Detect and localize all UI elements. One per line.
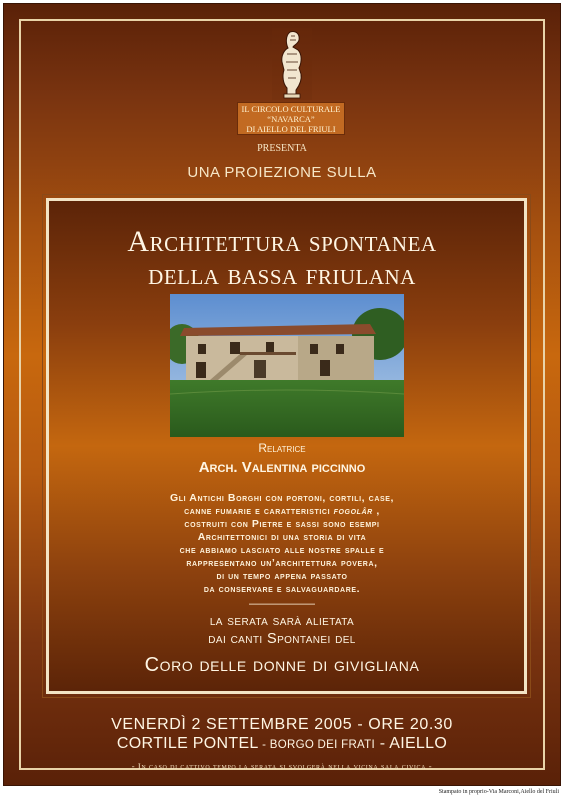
body-line-1: Gli Antichi Borghi con portoni, cortili, case,	[169, 492, 395, 504]
body-line-5: che abbiamo lasciato alle nostre spalle e	[179, 544, 385, 556]
event-date: VENERDÌ 2 SETTEMBRE 2005 - ORE 20.30	[111, 716, 453, 733]
navarca-statue-logo	[272, 28, 312, 100]
place-sep: -	[258, 739, 270, 751]
body-line-2a: canne fumarie e caratteristici	[184, 505, 334, 517]
title-line2: della bassa friulana	[148, 258, 416, 291]
circolo-badge	[237, 102, 345, 135]
body-line-2b: fogolâr	[333, 505, 373, 517]
circolo-line3: DI AIELLO DEL FRIULI	[246, 124, 336, 134]
relatrice-name: Arch. Valentina piccinno	[198, 459, 366, 476]
coro-title: Coro delle donne di givigliana	[144, 654, 420, 676]
relatrice-label: Relatrice	[258, 441, 306, 455]
rural-farmhouse-photo	[170, 294, 404, 437]
place-main: CORTILE PONTEL	[116, 735, 259, 752]
presenta-text: PRESENTA	[257, 143, 307, 154]
proiezione-text: UNA PROIEZIONE SULLA	[187, 164, 377, 181]
title-line1: Architettura spontanea	[127, 225, 437, 258]
body-line-7: di un tempo appena passato	[216, 570, 348, 582]
body-line-2c: ,	[372, 505, 380, 517]
place-borgo: BORGO DEI FRATI	[269, 739, 375, 751]
event-place	[4, 735, 560, 753]
circolo-line1: IL CIRCOLO CULTURALE	[241, 104, 341, 114]
divider-line: ——————	[249, 598, 315, 610]
serata-line-2: dai canti Spontanei del	[208, 631, 356, 647]
printed-credit: Stampato in proprio-Via Marconi,Aiello del Friuli	[438, 789, 559, 795]
body-line-3: costruiti con Pietre e sassi sono esempi	[184, 518, 380, 530]
body-line-4: Architettonici di una storia di vita	[197, 531, 367, 543]
poster	[4, 4, 560, 785]
body-line-2	[4, 505, 560, 517]
serata-line-1: la serata sarà alietata	[209, 613, 355, 629]
body-line-8: da conservare e salvaguardare.	[203, 583, 361, 595]
body-line-6: rappresentano un’architettura povera,	[186, 557, 378, 569]
circolo-line2: “NAVARCA”	[267, 114, 315, 124]
place-town: - AIELLO	[375, 735, 448, 752]
weather-notice: - In caso di cattivo tempo la serata si svolgerà nella vicina sala civica -	[131, 761, 433, 771]
